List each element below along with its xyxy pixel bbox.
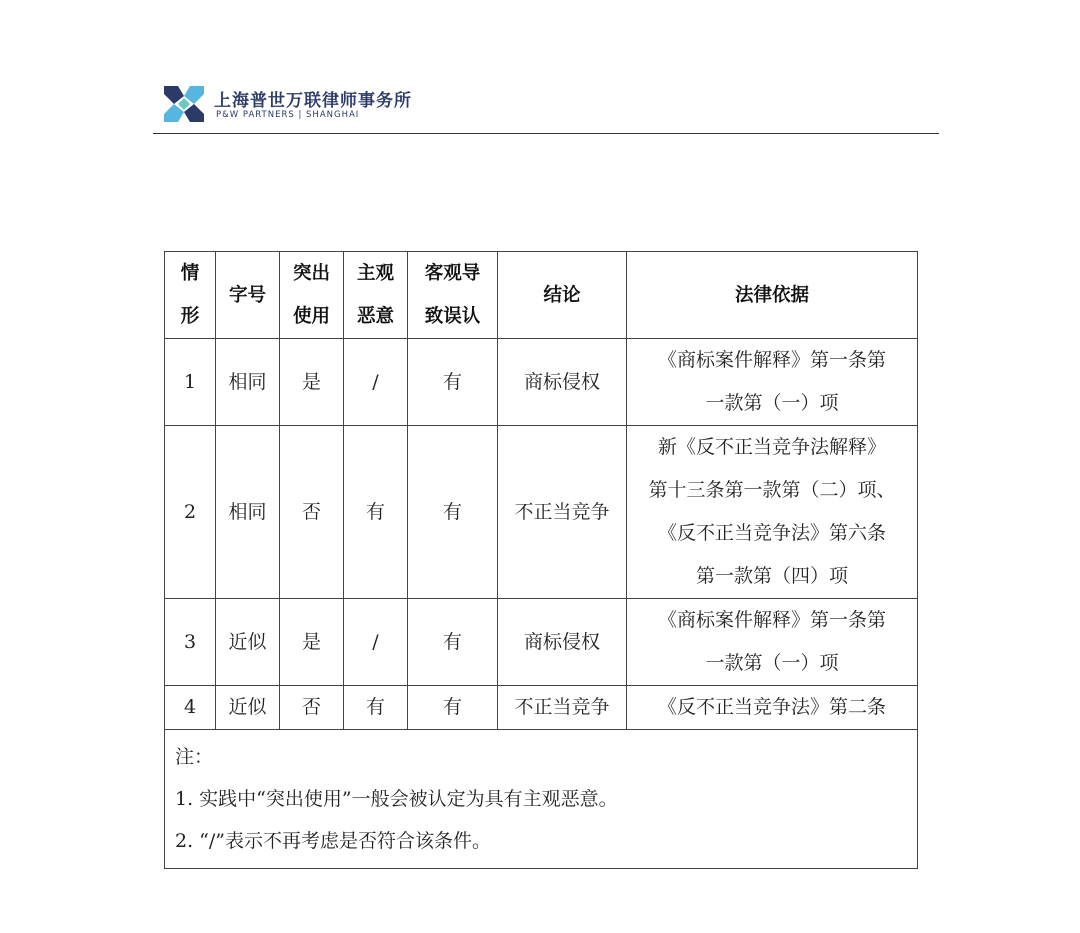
firm-name-chinese: 上海普世万联律师事务所 [214, 91, 412, 111]
cell-prominent: 是 [280, 339, 344, 426]
header-conclusion: 结论 [498, 252, 627, 339]
header-prominent-use [280, 252, 344, 339]
basis-line: 《商标案件解释》第一条第 [657, 349, 886, 371]
note-item: 1. 实践中“突出使用”一般会被认定为具有主观恶意。 [175, 788, 618, 810]
firm-name-english: P&W PARTNERS | SHANGHAI [216, 110, 360, 120]
cell-legal-basis [627, 686, 918, 730]
cell-case: 3 [165, 599, 216, 686]
basis-line: 《商标案件解释》第一条第 [657, 609, 886, 631]
basis-line: 第十三条第一款第（二）项、 [648, 479, 896, 501]
cell-name: 近似 [216, 599, 280, 686]
pw-partners-logo-icon [160, 80, 208, 128]
cell-subjective: / [344, 339, 408, 426]
cell-objective: 有 [408, 339, 498, 426]
notes-row [165, 730, 918, 869]
cell-subjective: 有 [344, 686, 408, 730]
header-case-line2: 形 [180, 306, 200, 327]
legal-comparison-table [164, 251, 918, 869]
table-row [165, 426, 918, 599]
cell-subjective: / [344, 599, 408, 686]
header-subjective-malice [344, 252, 408, 339]
note-item: 2. “/”表示不再考虑是否符合该条件。 [175, 830, 491, 852]
cell-name: 近似 [216, 686, 280, 730]
cell-objective: 有 [408, 426, 498, 599]
header-subjective-line2: 恶意 [356, 306, 394, 327]
header-objective-line1: 客观导 [424, 263, 481, 284]
header-legal-basis: 法律依据 [627, 252, 918, 339]
basis-line: 新《反不正当竞争法解释》 [657, 436, 886, 458]
header-divider [153, 133, 939, 134]
cell-prominent: 否 [280, 686, 344, 730]
header-subjective-line1: 主观 [356, 263, 394, 284]
table-row [165, 686, 918, 730]
header-objective-confusion [408, 252, 498, 339]
basis-line: 一款第（一）项 [705, 652, 839, 674]
cell-objective: 有 [408, 599, 498, 686]
notes-title: 注： [175, 746, 214, 768]
cell-prominent: 是 [280, 599, 344, 686]
cell-conclusion: 商标侵权 [498, 599, 627, 686]
header-objective-line2: 致误认 [424, 306, 481, 327]
cell-legal-basis [627, 426, 918, 599]
cell-case: 1 [165, 339, 216, 426]
letterhead [160, 78, 660, 130]
cell-subjective: 有 [344, 426, 408, 599]
cell-legal-basis [627, 339, 918, 426]
header-prominent-line1: 突出 [292, 263, 330, 284]
cell-objective: 有 [408, 686, 498, 730]
header-case-line1: 情 [180, 263, 200, 284]
cell-conclusion: 不正当竞争 [498, 426, 627, 599]
notes-cell [165, 730, 918, 869]
table-row [165, 599, 918, 686]
cell-conclusion: 不正当竞争 [498, 686, 627, 730]
basis-line: 《反不正当竞争法》第六条 [657, 522, 886, 544]
cell-legal-basis [627, 599, 918, 686]
cell-prominent: 否 [280, 426, 344, 599]
cell-case: 2 [165, 426, 216, 599]
basis-line: 《反不正当竞争法》第二条 [657, 696, 886, 718]
basis-line: 第一款第（四）项 [695, 565, 848, 587]
header-prominent-line2: 使用 [292, 306, 330, 327]
cell-name: 相同 [216, 426, 280, 599]
cell-case: 4 [165, 686, 216, 730]
header-case [165, 252, 216, 339]
cell-name: 相同 [216, 339, 280, 426]
header-name: 字号 [216, 252, 280, 339]
table-row [165, 339, 918, 426]
table-header-row [165, 252, 918, 339]
basis-line: 一款第（一）项 [705, 392, 839, 414]
cell-conclusion: 商标侵权 [498, 339, 627, 426]
